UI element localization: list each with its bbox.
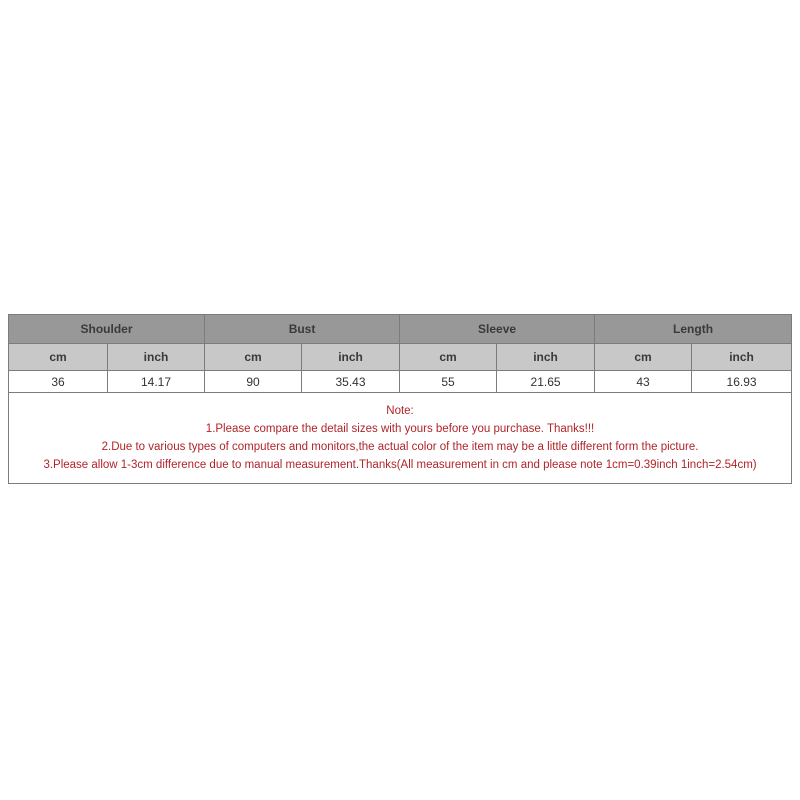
size-table: [8, 314, 792, 484]
group-header-row: [9, 315, 792, 344]
unit-header: inch: [302, 344, 400, 371]
note-line-1: 1.Please compare the detail sizes with yours before you purchase. Thanks!!!: [205, 423, 595, 435]
header-length: Length: [595, 315, 792, 344]
header-bust: Bust: [205, 315, 400, 344]
value-cell: 16.93: [692, 371, 792, 393]
note-line-3: 3.Please allow 1-3cm difference due to manual measurement.Thanks(All measurement in cm and please note 1cm=0.39inch 1inch=2.54cm): [43, 459, 757, 471]
value-cell: 36: [9, 371, 108, 393]
unit-header: cm: [400, 344, 497, 371]
table-row: [9, 371, 792, 393]
header-sleeve: Sleeve: [400, 315, 595, 344]
unit-header: inch: [692, 344, 792, 371]
value-cell: 55: [400, 371, 497, 393]
unit-header-row: [9, 344, 792, 371]
value-cell: 90: [205, 371, 302, 393]
note-row: [9, 393, 792, 484]
size-chart: [8, 314, 791, 484]
unit-header: inch: [108, 344, 205, 371]
value-cell: 43: [595, 371, 692, 393]
unit-header: inch: [497, 344, 595, 371]
value-cell: 14.17: [108, 371, 205, 393]
unit-header: cm: [9, 344, 108, 371]
note-line-2: 2.Due to various types of computers and monitors,the actual color of the item may be a little different form the picture.: [101, 441, 699, 453]
unit-header: cm: [595, 344, 692, 371]
note-title: Note:: [386, 405, 414, 417]
value-cell: 21.65: [497, 371, 595, 393]
unit-header: cm: [205, 344, 302, 371]
value-cell: 35.43: [302, 371, 400, 393]
header-shoulder: Shoulder: [9, 315, 205, 344]
note-cell: [9, 393, 792, 484]
